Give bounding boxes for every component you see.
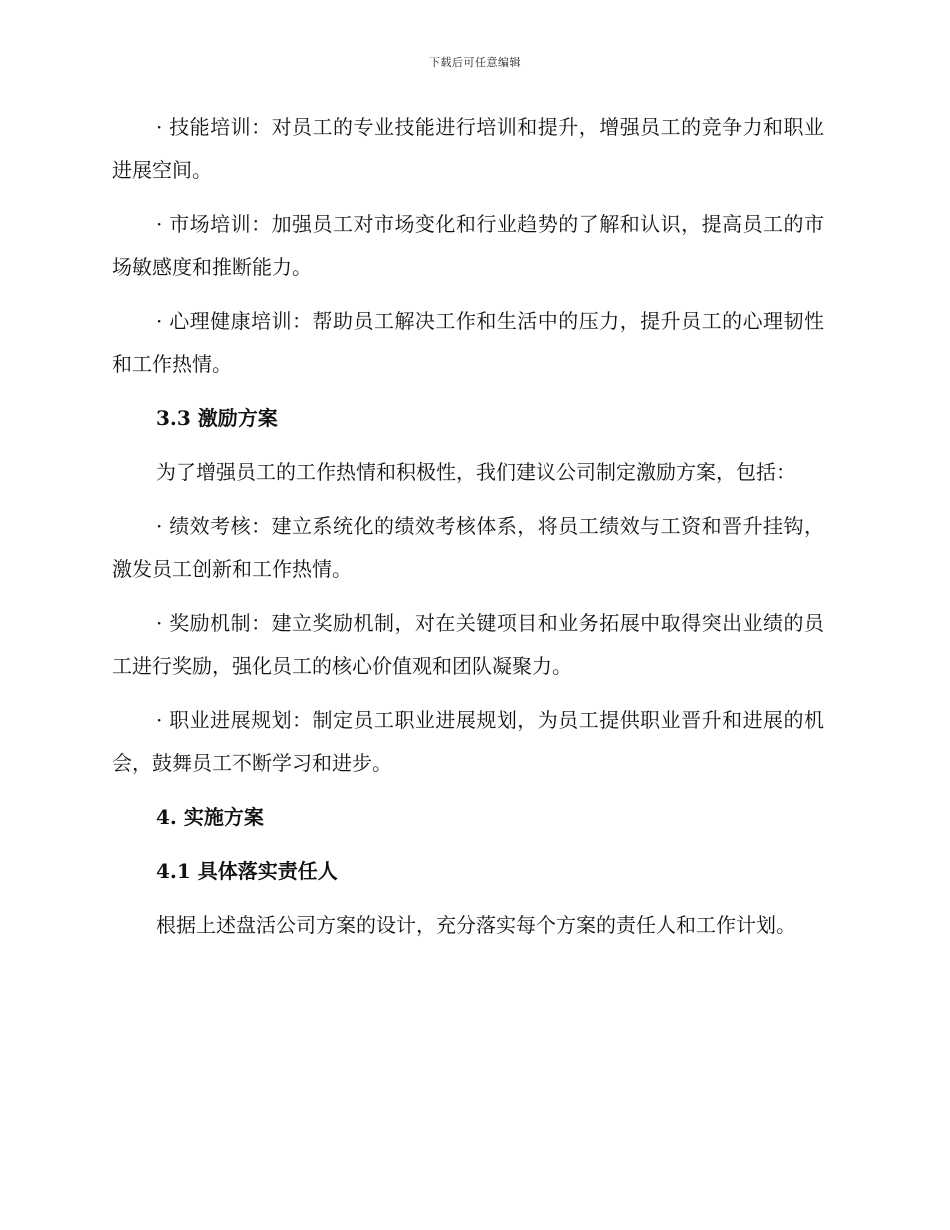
paragraph-implementation: 根据上述盘活公司方案的设计，充分落实每个方案的责任人和工作计划。 (156, 913, 796, 937)
bullet-skills-training: · 技能培训：对员工的专业技能进行培训和提升，增强员工的竞争力和职业进展空间。 (112, 115, 824, 182)
heading-4-1: 4.1 具体落实责任人 (156, 859, 338, 883)
bullet-market-training: · 市场培训：加强员工对市场变化和行业趋势的了解和认识，提高员工的市场敏感度和推断能力。 (112, 212, 824, 279)
bullet-career-planning: · 职业进展规划：制定员工职业进展规划，为员工提供职业晋升和进展的机会，鼓舞员工不断学习和进步。 (112, 708, 824, 775)
paragraph-incentive-intro: 为了增强员工的工作热情和积极性，我们建议公司制定激励方案，包括： (156, 460, 796, 484)
bullet-performance-review: · 绩效考核：建立系统化的绩效考核体系，将员工绩效与工资和晋升挂钩，激发员工创新和工作热情。 (112, 514, 824, 581)
bullet-mental-health-training: · 心理健康培训：帮助员工解决工作和生活中的压力，提升员工的心理韧性和工作热情。 (112, 309, 824, 376)
document-body (112, 106, 824, 958)
bullet-reward-mechanism: · 奖励机制：建立奖励机制，对在关键项目和业务拓展中取得突出业绩的员工进行奖励，强化员工的核心价值观和团队凝聚力。 (112, 611, 824, 678)
heading-3-3: 3.3 激励方案 (156, 406, 278, 430)
heading-4: 4. 实施方案 (156, 805, 264, 829)
header-note: 下载后可任意编辑 (429, 56, 521, 69)
